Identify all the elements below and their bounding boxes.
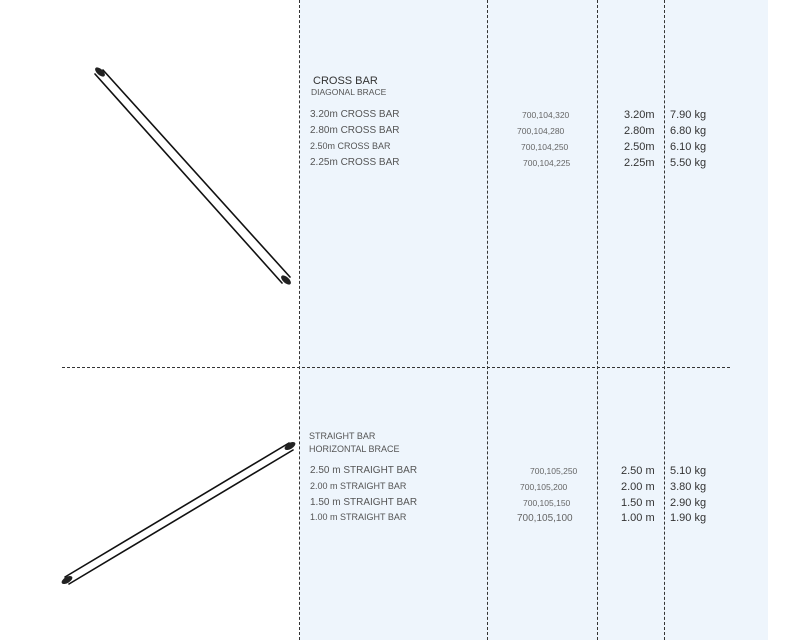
table-row-weight: 1.90 kg xyxy=(670,512,707,524)
table-row-weight: 2.90 kg xyxy=(670,497,707,509)
table-row-code: 700,105,250 xyxy=(530,466,578,476)
table-row-name: 2.80m CROSS BAR xyxy=(310,125,400,136)
table-row-code: 700,105,150 xyxy=(523,498,571,508)
table-row-code: 700,104,280 xyxy=(517,126,565,136)
table-row-weight: 3.80 kg xyxy=(670,481,707,493)
table-row-length: 2.50m xyxy=(624,141,655,153)
table-row-weight: 6.10 kg xyxy=(670,141,707,153)
straight-bar-title: STRAIGHT BAR xyxy=(309,431,376,441)
table-row-name: 3.20m CROSS BAR xyxy=(310,109,400,120)
table-row-length: 2.50 m xyxy=(621,465,655,477)
table-row-name: 2.50 m STRAIGHT BAR xyxy=(310,465,418,476)
cross-bar-title: CROSS BAR xyxy=(313,75,378,87)
table-row-length: 3.20m xyxy=(624,109,655,121)
table-row-code: 700,104,320 xyxy=(522,110,570,120)
table-row-length: 1.50 m xyxy=(621,497,655,509)
table-row-weight: 6.80 kg xyxy=(670,125,707,137)
table-row-weight: 7.90 kg xyxy=(670,109,707,121)
table-row-code: 700,105,100 xyxy=(517,513,573,524)
table-row-code: 700,104,225 xyxy=(523,158,571,168)
table-row-weight: 5.50 kg xyxy=(670,157,707,169)
table-row-weight: 5.10 kg xyxy=(670,465,707,477)
table-row-length: 2.00 m xyxy=(621,481,655,493)
table-row-name: 2.25m CROSS BAR xyxy=(310,157,400,168)
table-row-code: 700,104,250 xyxy=(521,142,569,152)
table-row-code: 700,105,200 xyxy=(520,482,568,492)
table-row-length: 2.80m xyxy=(624,125,655,137)
cross-bar-subtitle: DIAGONAL BRACE xyxy=(311,87,387,97)
table-row-name: 1.50 m STRAIGHT BAR xyxy=(310,497,418,508)
table-row-name: 1.00 m STRAIGHT BAR xyxy=(310,512,407,522)
table-row-length: 2.25m xyxy=(624,157,655,169)
table-row-length: 1.00 m xyxy=(621,512,655,524)
table-row-name: 2.00 m STRAIGHT BAR xyxy=(310,481,407,491)
straight-bar-subtitle: HORIZONTAL BRACE xyxy=(309,444,400,454)
table-row-name: 2.50m CROSS BAR xyxy=(310,141,391,151)
